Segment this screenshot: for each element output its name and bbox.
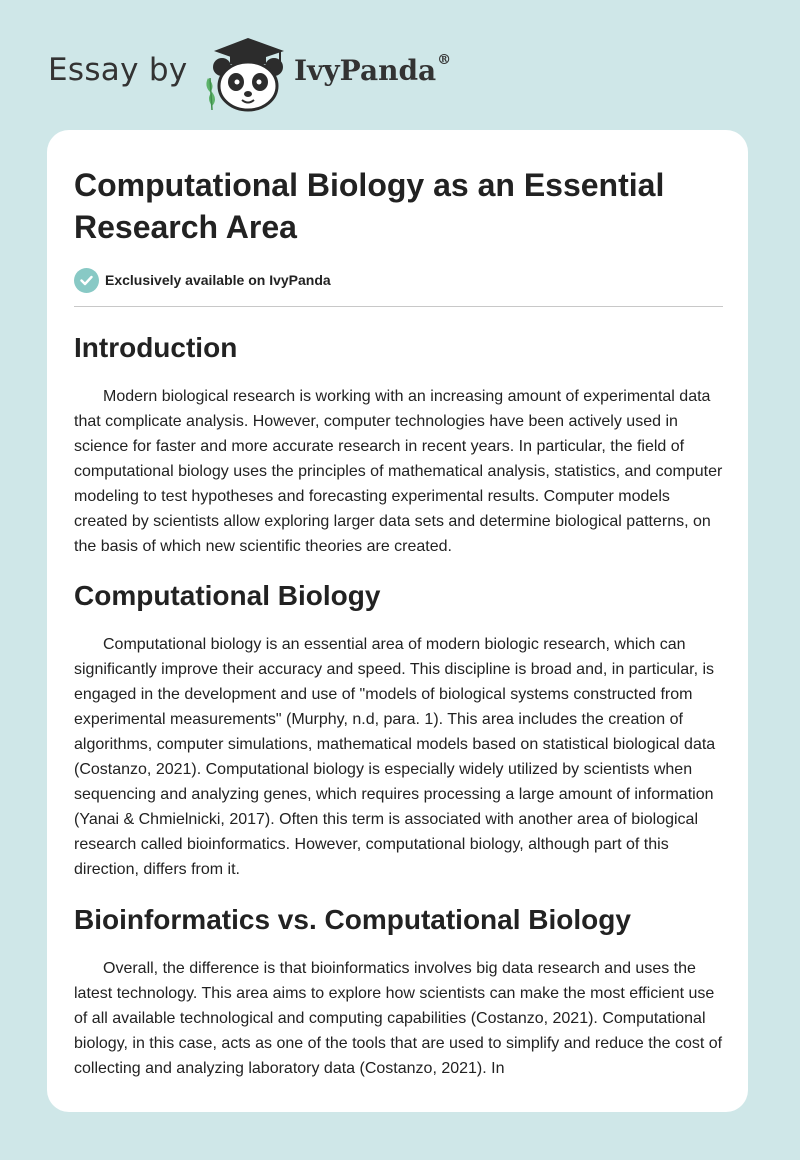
section-heading-computational-biology: Computational Biology [74, 580, 381, 611]
section-paragraph-bioinformatics: Overall, the difference is that bioinformatics involves big data research and uses the latest technology. This area aims to explore how scientists can make the most efficient use of all available technological and computing capabilities (Costanzo, 2021). Computational biology, in this case, acts as one of the tools that are used to simplify and reduce the cost of collecting and analyzing laboratory data (Costanzo, 2021). In [74, 960, 723, 1077]
section-heading-introduction: Introduction [74, 332, 238, 363]
registered-mark: ® [437, 51, 452, 68]
essay-card [47, 130, 748, 1112]
ivypanda-brand[interactable] [294, 51, 452, 87]
ivypanda-logo-icon[interactable] [200, 34, 292, 112]
site-header [0, 0, 800, 130]
check-icon [74, 268, 99, 293]
exclusive-badge [74, 267, 723, 293]
essay-by-label: Essay by [48, 52, 188, 88]
section-paragraph-introduction: Modern biological research is working with an increasing amount of experimental data that complicate analysis. However, computer technologies have been actively used in science for faster and more accurate research in recent years. In particular, the field of computational biology uses the principles of mathematical analysis, statistics, and computer modeling to test hypotheses and forecasting experimental results. Computer models created by scientists allow exploring larger data sets and determine biological patterns, on the basis of which new scientific theories are created. [74, 388, 723, 555]
divider [74, 306, 723, 307]
brand-name-text: IvyPanda [294, 54, 437, 87]
section-paragraph-computational-biology: Computational biology is an essential area of modern biologic research, which can significantly improve their accuracy and speed. This discipline is broad and, in particular, is engaged in the development and use of "models of biological systems constructed from experimental measurements" (Murphy, n.d, para. 1). This area includes the creation of algorithms, computer simulations, mathematical models based on statistical biological data (Costanzo, 2021). Computational biology is especially widely utilized by scientists when sequencing and analyzing genes, which requires processing a large amount of information (Yanai & Chmielnicki, 2017). Often this term is associated with another area of biological research called bioinformatics. However, computational biology, although part of this direction, differs from it. [74, 636, 716, 878]
section-heading-bioinformatics: Bioinformatics vs. Computational Biology [74, 904, 631, 935]
essay-content [74, 164, 723, 1081]
essay-title: Computational Biology as an Essential Research Area [74, 167, 665, 245]
exclusive-label: Exclusively available on IvyPanda [105, 272, 331, 288]
